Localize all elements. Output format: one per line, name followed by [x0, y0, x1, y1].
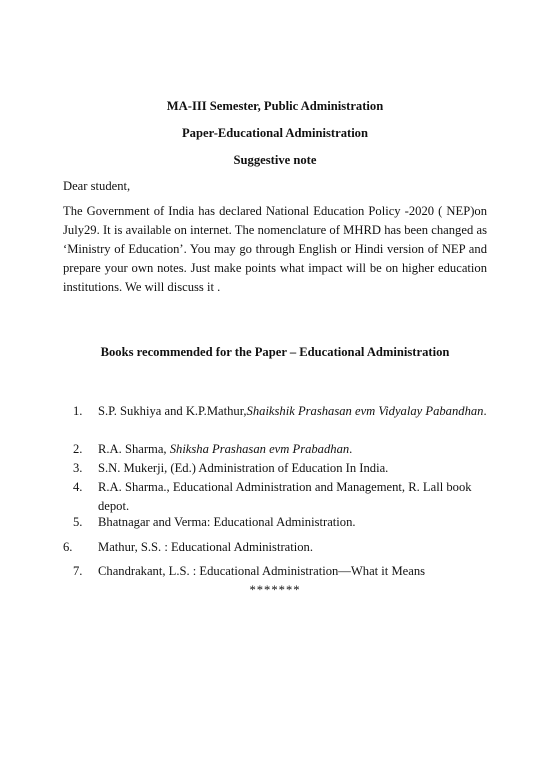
- book-number: 1.: [73, 404, 83, 418]
- book-number: 4.: [73, 480, 83, 494]
- book-author: R.A. Sharma,: [98, 442, 170, 456]
- book-suffix: .: [349, 442, 353, 456]
- body-paragraph: The Government of India has declared National Education Policy -2020 ( NEP)on July29. It is available on internet. The nomenclature of MHRD has been changed as ‘Ministry of Education’. You may go through English or Hindi version of NEP and prepare your own notes. Just make points what impact will be on higher education institutions. We will discuss it .: [63, 204, 487, 294]
- book-text: S.N. Mukerji, (Ed.) Administration of Education In India.: [98, 461, 389, 475]
- book-text: Chandrakant, L.S. : Educational Administration—What it Means: [98, 564, 426, 578]
- paper-title: Paper-Educational Administration: [181, 126, 368, 140]
- book-text: Mathur, S.S. : Educational Administration.: [98, 540, 313, 554]
- end-mark: *******: [249, 583, 301, 597]
- book-text: [98, 402, 490, 421]
- book-number: 5.: [73, 515, 83, 529]
- book-number: 7.: [73, 564, 83, 578]
- book-number: 6.: [63, 540, 73, 554]
- salutation: Dear student,: [63, 179, 131, 193]
- note-title: Suggestive note: [233, 153, 317, 167]
- books-heading: Books recommended for the Paper – Educational Administration: [100, 345, 450, 359]
- book-author: S.P. Sukhiya and K.P.Mathur,: [98, 404, 247, 418]
- book-title: Shaikshik Prashasan evm Vidyalay Pabandhan: [246, 404, 484, 418]
- book-suffix: .: [483, 404, 487, 418]
- book-text: [98, 440, 490, 459]
- book-number: 2.: [73, 442, 83, 456]
- book-number: 3.: [73, 461, 83, 475]
- course-title: MA-III Semester, Public Administration: [166, 99, 384, 113]
- book-text: Bhatnagar and Verma: Educational Administration.: [98, 515, 356, 529]
- book-title: Shiksha Prashasan evm Prabadhan: [169, 442, 350, 456]
- book-text: R.A. Sharma., Educational Administration and Management, R. Lall book depot.: [98, 480, 472, 513]
